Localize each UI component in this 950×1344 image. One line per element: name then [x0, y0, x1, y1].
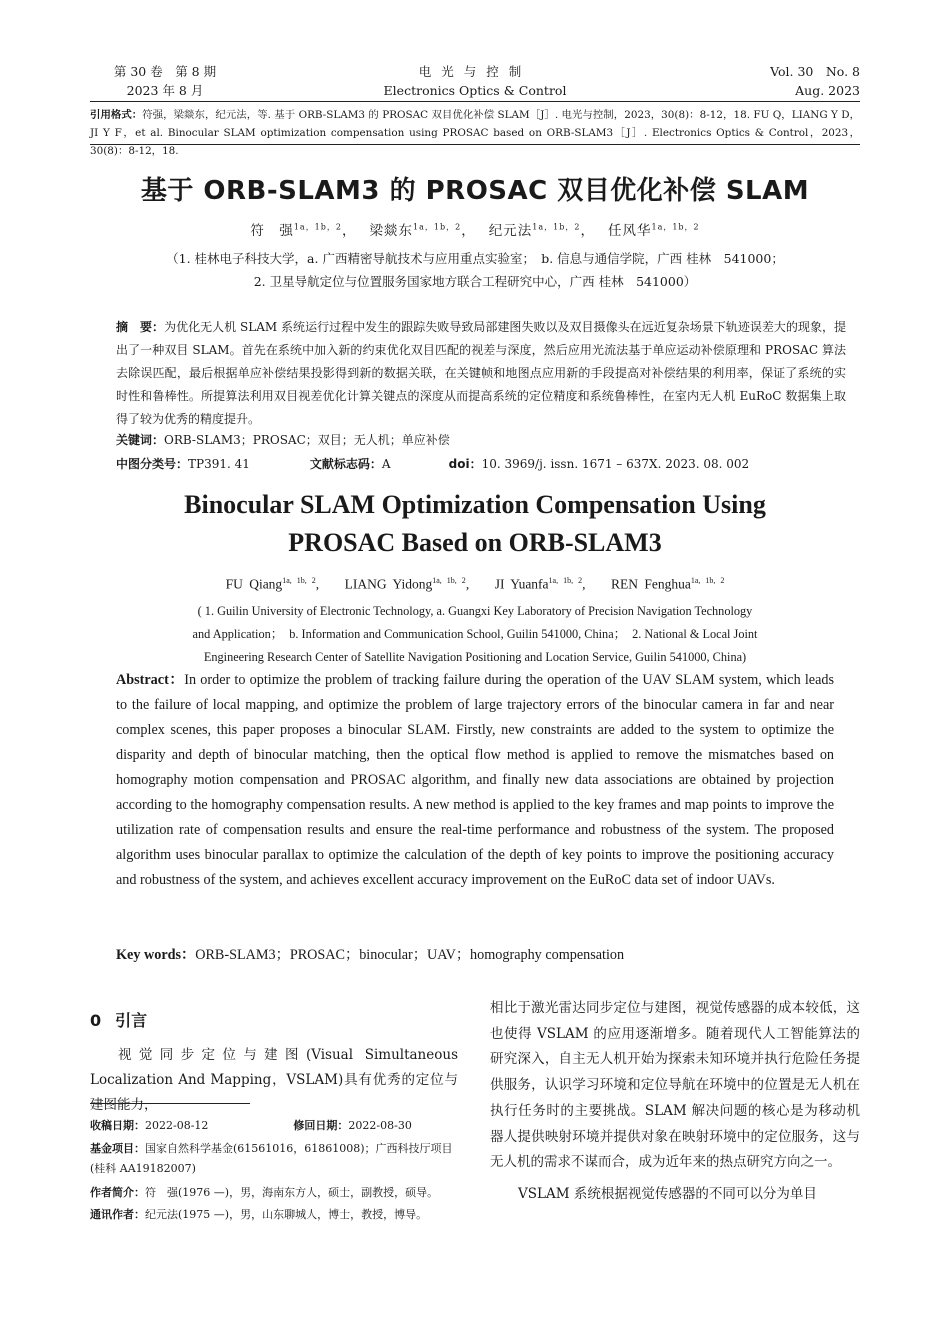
- abstract-cn-label: 摘 要：: [116, 320, 165, 334]
- footnote-divider: [90, 1103, 250, 1104]
- author-name-en: JI Yuanfa: [494, 576, 549, 592]
- author-list-cn: 符 强$^{1a,1b,2}$， 梁燚东$^{1a,1b,2}$， 纪元法$^{1a,1b,2}$， 任风华$^{1a,1b,2}$: [250, 222, 700, 239]
- body-paragraph: VSLAM 系统根据视觉传感器的不同可以分为单目: [518, 1185, 817, 1202]
- citation: [90, 106, 860, 160]
- keywords-en-label: Key words：: [116, 947, 196, 963]
- section-title: 引言: [115, 1011, 148, 1030]
- citation-text: 符强，梁燚东，纪元法，等. 基于 ORB-SLAM3 的 PROSAC 双目优化补偿 SLAM［J］. 电光与控制，2023，30(8)：8-12，18. FU Q，LIANG Y D，JI Y F，et al. Binocular SLAM optimization compensation using PROSAC based on ORB-SLAM3［J］. Electronics Optics & Control，2023，30(8)：8-12，18.: [90, 109, 860, 157]
- received-value: 2022-08-12: [145, 1119, 209, 1132]
- volume-issue-cn: 第 30 卷 第 8 期: [113, 64, 217, 79]
- abstract-en-text: In order to optimize the problem of tracking failure during the operation of the UAV SLAM system, which leads to the failure of local mapping, and optimize the problem of large trajectory errors of the binocular camera in far and near complex scenes, this paper proposes a binocular SLAM. Firstly, new constraints are added to the system to optimize the disparity and depth of binocular matching, then the optical flow method is applied to remove the mismatches based on homography motion compensation and PROSAC algorithm, and finally new data associations are obtained by projection according to the homography compensation results. A new method is applied to the key frames and map points to improve the utilization rate of compensation results and ensure the real-time performance and robustness of the system. The proposed algorithm uses binocular parallax to optimize the calculation of the depth of key points to improve the positioning accuracy and robustness of the system, and achieves excellent accuracy improvement on the EuRoC data set of indoor UAVs.: [116, 672, 834, 888]
- footnote-dates: [90, 1116, 462, 1136]
- author-name-en: FU Qiang: [225, 576, 283, 592]
- fund-value: 国家自然科学基金(61561016，61861008)；广西科技厅项目(桂科 AA19182007): [90, 1142, 453, 1175]
- section-number: 0: [90, 1011, 102, 1030]
- author-affil-sup: 1a，1b，2: [293, 222, 342, 232]
- keywords-cn-label: 关键词：: [116, 433, 165, 447]
- author-affil-sup: 1a, 1b, 2: [548, 576, 583, 585]
- author-affil-sup: 1a, 1b, 2: [432, 576, 466, 585]
- corresponding-label: 通讯作者：: [90, 1208, 145, 1221]
- doc-code-value: A: [381, 457, 391, 471]
- footnote-corresponding: [90, 1205, 462, 1225]
- affiliation-en-line: and Application； b. Information and Communication School, Guilin 541000, China； 2. National & Local Joint: [192, 627, 758, 641]
- author-name: 符 强: [250, 223, 294, 239]
- revised-label: 修回日期：: [293, 1119, 349, 1132]
- abstract-cn-text: 为优化无人机 SLAM 系统运行过程中发生的跟踪失败导致局部建图失败以及双目摄像头在远近复杂场景下轨迹误差大的现象，提出了一种双目 SLAM。首先在系统中加入新的约束优化双目匹配的视差与深度，然后应用光流法基于单应运动补偿原理和 PROSAC 算法去除误匹配，最后根据单应补偿结果投影得到新的数据关联，在关键帧和地图点应用新的手段提高对补偿结果的利用率，保证了系统的实时性和鲁棒性。所提算法利用双目视差优化计算关键点的深度从而提高系统的定位精度和系统鲁棒性，在室内无人机 EuRoC 数据集上取得了较为优秀的精度提升。: [116, 320, 846, 426]
- affiliation-cn-line: 2. 卫星导航定位与位置服务国家地方联合工程研究中心，广西 桂林 541000）: [253, 274, 697, 289]
- abstract-en: [116, 668, 834, 893]
- author-bio-value: 符 强(1976 —)，男，海南东方人，硕士，副教授，硕导。: [145, 1186, 439, 1199]
- author-affil-sup: 1a，1b，2: [651, 222, 700, 232]
- section-heading: [90, 1008, 147, 1031]
- body-left-paragraph: 视觉同步定位与建图(Visual Simultaneous Localization And Mapping，VSLAM)具有优秀的定位与建图能力，: [90, 1047, 458, 1113]
- header-left: [100, 62, 230, 100]
- header-center: [375, 62, 575, 100]
- author-affil-sup: 1a，1b，2: [532, 222, 581, 232]
- volume-issue-en: Vol. 30 No. 8: [770, 64, 860, 79]
- footnote-fund: [90, 1139, 462, 1179]
- clc-label: 中图分类号：: [116, 457, 189, 471]
- abstract-cn: [116, 316, 846, 431]
- author-affil-sup: 1a, 1b, 2: [282, 576, 316, 585]
- paper-title-cn: 基于 ORB-SLAM3 的 PROSAC 双目优化补偿 SLAM: [140, 176, 810, 206]
- author-name-en: LIANG Yidong: [344, 576, 433, 592]
- journal-name-cn: 电光与控制: [418, 64, 532, 79]
- journal-name-en: Electronics Optics & Control: [383, 83, 567, 98]
- paper-title-en: [90, 486, 860, 562]
- doi-label: doi：: [448, 457, 482, 471]
- affiliation-en-line: Engineering Research Center of Satellite Navigation Positioning and Location Service, Guilin 541000, China): [203, 650, 747, 664]
- author-name-en: REN Fenghua: [610, 576, 691, 592]
- header-right: [730, 62, 860, 100]
- abstract-en-label: Abstract：: [116, 672, 185, 688]
- keywords-en-text: ORB-SLAM3；PROSAC；binocular；UAV；homography compensation: [195, 947, 625, 963]
- citation-label: 引用格式：: [90, 109, 143, 121]
- revised-value: 2022-08-30: [348, 1119, 412, 1132]
- footnote-author: [90, 1183, 462, 1203]
- paper-title-en-line: Binocular SLAM Optimization Compensation Using: [184, 490, 766, 519]
- author-name: 梁燚东: [369, 223, 414, 239]
- citation-divider: [90, 144, 860, 145]
- corresponding-value: 纪元法(1975 —)，男，山东聊城人，博士，教授，博导。: [145, 1208, 428, 1221]
- affiliation-en-line: ( 1. Guilin University of Electronic Technology, a. Guangxi Key Laboratory of Precision Navigation Technology: [197, 604, 753, 618]
- body-paragraph: 相比于激光雷达同步定位与建图，视觉传感器的成本较低，这也使得 VSLAM 的应用逐渐增多。随着现代人工智能算法的研究深入，自主无人机开始为探索未知环境并执行危险任务提供服务，认识学习环境和定位导航在环境中的位置是无人机在执行任务时的主要挑战。SLAM 解决问题的核心是为移动机器人提供映射环境并提供对象在映射环境中的定位服务，这与无人机的需求不谋而合，成为近年来的热点研究方向之一。: [490, 1000, 860, 1171]
- doc-code-label: 文献标志码：: [309, 457, 382, 471]
- author-name: 纪元法: [488, 223, 533, 239]
- body-right-column: [490, 996, 860, 1208]
- date-cn: 2023 年 8 月: [126, 83, 204, 98]
- affiliation-en: [140, 600, 810, 669]
- author-list-en: FU Qiang$^{1a, 1b, 2}$, LIANG Yidong$^{1a, 1b, 2}$, JI Yuanfa$^{1a, 1b, 2}$, REN Fenghua$^{1a, 1b, 2}$: [225, 576, 725, 592]
- keywords-en: [116, 943, 846, 968]
- affiliation-cn-line: （1. 桂林电子科技大学，a. 广西精密导航技术与应用重点实验室； b. 信息与通信学院，广西 桂林 541000；: [166, 251, 784, 266]
- keywords-cn: [116, 430, 846, 450]
- clc-value: TP391. 41: [188, 457, 250, 471]
- paper-title-en-line: PROSAC Based on ORB-SLAM3: [288, 528, 662, 557]
- author-affil-sup: 1a, 1b, 2: [690, 576, 725, 585]
- affiliation-cn: [90, 247, 860, 293]
- classification-row: [116, 454, 846, 474]
- author-name: 任风华: [607, 223, 652, 239]
- doi-value: 10. 3969/j. issn. 1671 – 637X. 2023. 08. 002: [481, 457, 750, 471]
- author-bio-label: 作者简介：: [90, 1186, 145, 1199]
- received-label: 收稿日期：: [90, 1119, 145, 1132]
- date-en: Aug. 2023: [795, 83, 860, 98]
- fund-label: 基金项目：: [90, 1142, 145, 1155]
- author-affil-sup: 1a，1b，2: [413, 222, 462, 232]
- keywords-cn-text: ORB-SLAM3；PROSAC；双目；无人机；单应补偿: [164, 433, 450, 447]
- header-divider: [90, 101, 860, 102]
